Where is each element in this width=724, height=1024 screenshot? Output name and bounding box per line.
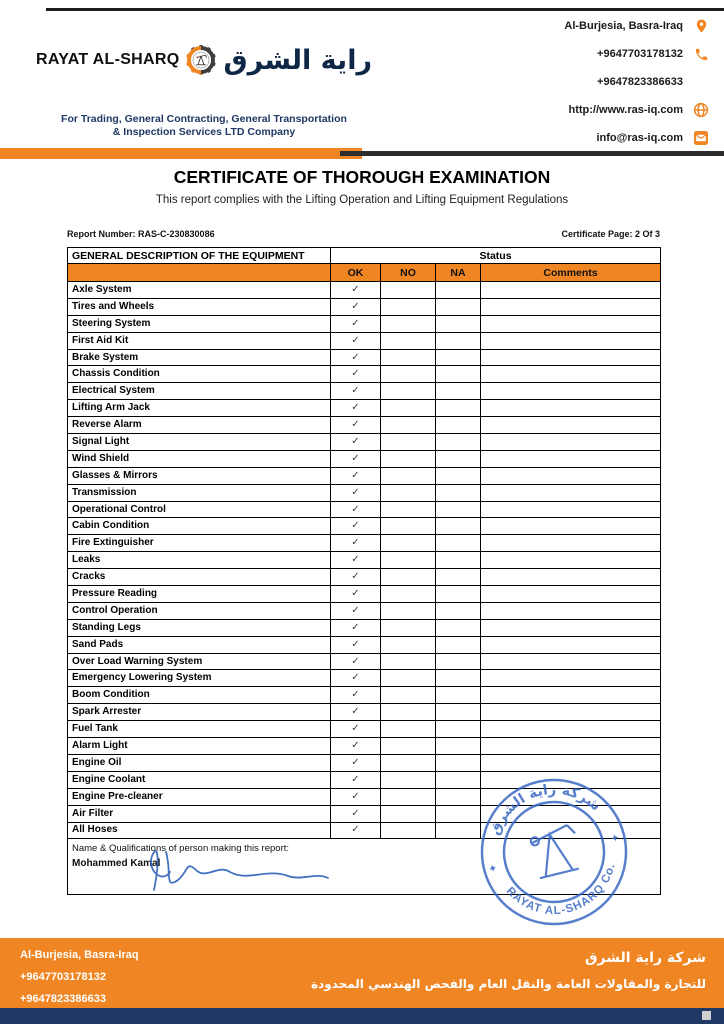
status-cell-comments: [481, 619, 661, 636]
table-row: [68, 383, 661, 400]
footer-navy-bar: [0, 1008, 724, 1024]
status-cell-comments: [481, 366, 661, 383]
stamp-arabic-text: شركة راية الشرق: [486, 781, 604, 838]
status-cell-no: [381, 315, 436, 332]
status-cell-na: [436, 417, 481, 434]
status-cell-comments: [481, 484, 661, 501]
equipment-name: Leaks: [68, 552, 331, 569]
equipment-name: Wind Shield: [68, 450, 331, 467]
status-cell-no: [381, 738, 436, 755]
equipment-name: Spark Arrester: [68, 704, 331, 721]
table-row: [68, 467, 661, 484]
status-cell-comments: [481, 586, 661, 603]
report-number-label: Report Number:: [67, 229, 136, 239]
table-row: [68, 298, 661, 315]
status-cell-ok: ✓: [331, 315, 381, 332]
header-divider: [0, 148, 724, 160]
table-row: [68, 332, 661, 349]
equipment-name: Brake System: [68, 349, 331, 366]
status-cell-na: [436, 670, 481, 687]
status-cell-comments: [481, 569, 661, 586]
equipment-name: Control Operation: [68, 602, 331, 619]
status-cell-na: [436, 704, 481, 721]
status-cell-na: [436, 771, 481, 788]
table-row: [68, 653, 661, 670]
table-row: [68, 704, 661, 721]
equipment-name: Cracks: [68, 569, 331, 586]
table-subheader-empty: [68, 264, 331, 282]
table-subheader-ok: OK: [331, 264, 381, 282]
status-cell-na: [436, 619, 481, 636]
logo-row: [36, 14, 372, 106]
status-cell-comments: [481, 822, 661, 839]
status-cell-na: [436, 282, 481, 299]
report-meta-line: [67, 229, 660, 239]
status-cell-na: [436, 501, 481, 518]
equipment-name: Engine Coolant: [68, 771, 331, 788]
tagline-line1: For Trading, General Contracting, General Transportation: [61, 113, 347, 125]
status-cell-comments: [481, 704, 661, 721]
mail-icon: [692, 129, 710, 147]
status-cell-no: [381, 721, 436, 738]
table-subheader-na: NA: [436, 264, 481, 282]
certificate-page-indicator: Certificate Page: 2 Of 3: [561, 229, 660, 239]
status-cell-no: [381, 282, 436, 299]
status-cell-ok: ✓: [331, 518, 381, 535]
status-cell-na: [436, 332, 481, 349]
company-name-arabic: راية الشرق: [223, 44, 372, 76]
equipment-name: Lifting Arm Jack: [68, 400, 331, 417]
status-cell-comments: [481, 332, 661, 349]
globe-icon: [692, 101, 710, 119]
status-cell-ok: ✓: [331, 771, 381, 788]
status-cell-no: [381, 366, 436, 383]
report-person-label: Name & Qualifications of person making this report:: [72, 843, 290, 855]
status-cell-ok: ✓: [331, 687, 381, 704]
equipment-table: [67, 247, 661, 895]
status-cell-no: [381, 602, 436, 619]
status-cell-na: [436, 586, 481, 603]
status-cell-comments: [481, 349, 661, 366]
equipment-name: First Aid Kit: [68, 332, 331, 349]
equipment-name: Pressure Reading: [68, 586, 331, 603]
status-cell-na: [436, 383, 481, 400]
status-cell-ok: ✓: [331, 586, 381, 603]
status-cell-no: [381, 501, 436, 518]
phone1-text: +9647703178132: [597, 48, 683, 60]
status-cell-comments: [481, 383, 661, 400]
table-row: [68, 754, 661, 771]
status-cell-ok: ✓: [331, 552, 381, 569]
status-cell-na: [436, 434, 481, 451]
equipment-name: Tires and Wheels: [68, 298, 331, 315]
status-cell-ok: ✓: [331, 822, 381, 839]
status-cell-comments: [481, 400, 661, 417]
status-cell-comments: [481, 535, 661, 552]
contact-row-phone2: [564, 68, 710, 96]
status-cell-ok: ✓: [331, 788, 381, 805]
footer-address: Al-Burjesia, Basra-Iraq: [20, 949, 139, 961]
status-cell-na: [436, 518, 481, 535]
contact-row-address: [564, 12, 710, 40]
status-cell-no: [381, 298, 436, 315]
equipment-name: Transmission: [68, 484, 331, 501]
footer-contact-block: [20, 944, 139, 1010]
table-subheader-comments: Comments: [481, 264, 661, 282]
table-subheader-no: NO: [381, 264, 436, 282]
equipment-name: Engine Pre-cleaner: [68, 788, 331, 805]
status-cell-ok: ✓: [331, 282, 381, 299]
status-cell-comments: [481, 501, 661, 518]
table-col-header-status: Status: [331, 248, 661, 264]
table-row: [68, 586, 661, 603]
status-cell-ok: ✓: [331, 670, 381, 687]
status-cell-comments: [481, 315, 661, 332]
status-cell-no: [381, 687, 436, 704]
status-cell-comments: [481, 467, 661, 484]
status-cell-na: [436, 366, 481, 383]
status-cell-na: [436, 467, 481, 484]
status-cell-ok: ✓: [331, 332, 381, 349]
status-cell-comments: [481, 282, 661, 299]
status-cell-comments: [481, 434, 661, 451]
footer-arabic-company: شركة راية الشرق: [585, 950, 706, 966]
status-cell-no: [381, 771, 436, 788]
status-cell-no: [381, 434, 436, 451]
table-row: [68, 484, 661, 501]
gear-logo-icon: [186, 14, 216, 106]
table-row: [68, 636, 661, 653]
status-cell-na: [436, 738, 481, 755]
status-cell-comments: [481, 450, 661, 467]
status-cell-ok: ✓: [331, 450, 381, 467]
status-cell-comments: [481, 788, 661, 805]
status-cell-no: [381, 518, 436, 535]
status-cell-ok: ✓: [331, 704, 381, 721]
status-cell-na: [436, 315, 481, 332]
status-cell-ok: ✓: [331, 653, 381, 670]
equipment-name: Operational Control: [68, 501, 331, 518]
report-person-name: Mohammed Kamal: [72, 858, 161, 870]
report-person-cell: [68, 839, 661, 895]
table-row: [68, 501, 661, 518]
status-cell-comments: [481, 552, 661, 569]
footer-bar: [0, 938, 724, 1008]
table-row: [68, 450, 661, 467]
status-cell-comments: [481, 518, 661, 535]
status-cell-no: [381, 417, 436, 434]
equipment-name: Engine Oil: [68, 754, 331, 771]
status-cell-no: [381, 636, 436, 653]
status-cell-na: [436, 653, 481, 670]
status-cell-no: [381, 586, 436, 603]
status-cell-no: [381, 704, 436, 721]
equipment-name: Alarm Light: [68, 738, 331, 755]
stamp-star-left: ✦: [487, 862, 499, 877]
phone2-text: +9647823386633: [597, 76, 683, 88]
table-row: [68, 822, 661, 839]
report-number-value: RAS-C-230830086: [138, 229, 215, 239]
contact-block: [564, 12, 710, 152]
status-cell-comments: [481, 721, 661, 738]
empty-icon-slot: [692, 73, 710, 91]
table-row: [68, 282, 661, 299]
status-cell-no: [381, 788, 436, 805]
status-cell-na: [436, 754, 481, 771]
equipment-name: Reverse Alarm: [68, 417, 331, 434]
report-person-row: [68, 839, 661, 895]
table-row: [68, 552, 661, 569]
status-cell-ok: ✓: [331, 417, 381, 434]
equipment-name: Chassis Condition: [68, 366, 331, 383]
footer-corner-square: [702, 1011, 711, 1020]
status-cell-ok: ✓: [331, 535, 381, 552]
table-row: [68, 721, 661, 738]
equipment-name: Steering System: [68, 315, 331, 332]
table-row: [68, 602, 661, 619]
status-cell-ok: ✓: [331, 383, 381, 400]
status-cell-comments: [481, 805, 661, 822]
status-cell-comments: [481, 771, 661, 788]
status-cell-comments: [481, 653, 661, 670]
status-cell-no: [381, 450, 436, 467]
table-row: [68, 434, 661, 451]
equipment-name: Electrical System: [68, 383, 331, 400]
status-cell-na: [436, 721, 481, 738]
table-row: [68, 771, 661, 788]
equipment-name: Standing Legs: [68, 619, 331, 636]
status-cell-no: [381, 569, 436, 586]
status-cell-no: [381, 670, 436, 687]
divider-dark-bar: [340, 151, 724, 156]
status-cell-ok: ✓: [331, 400, 381, 417]
email-text: info@ras-iq.com: [596, 132, 683, 144]
equipment-name: Boom Condition: [68, 687, 331, 704]
status-cell-comments: [481, 417, 661, 434]
status-cell-comments: [481, 754, 661, 771]
footer-arabic-tagline: للتجارة والمقاولات العامة والنقل العام والفحص الهندسي المحدودة: [310, 977, 706, 991]
equipment-name: Fuel Tank: [68, 721, 331, 738]
equipment-name: Glasses & Mirrors: [68, 467, 331, 484]
footer-arabic-block: [311, 945, 706, 997]
table-row: [68, 738, 661, 755]
table-row: [68, 315, 661, 332]
status-cell-na: [436, 450, 481, 467]
table-row: [68, 805, 661, 822]
company-logo-block: [36, 14, 372, 139]
equipment-name: Over Load Warning System: [68, 653, 331, 670]
equipment-name: Fire Extinguisher: [68, 535, 331, 552]
stamp-latin-text: RAYAT AL-SHARQ Co.: [503, 861, 618, 918]
contact-row-phone1: [564, 40, 710, 68]
status-cell-no: [381, 332, 436, 349]
equipment-name: Signal Light: [68, 434, 331, 451]
company-tagline: [36, 113, 372, 139]
equipment-name: Cabin Condition: [68, 518, 331, 535]
status-cell-comments: [481, 670, 661, 687]
phone-icon: [692, 45, 710, 63]
status-cell-ok: ✓: [331, 636, 381, 653]
equipment-name: All Hoses: [68, 822, 331, 839]
status-cell-ok: ✓: [331, 721, 381, 738]
status-cell-na: [436, 349, 481, 366]
status-cell-ok: ✓: [331, 366, 381, 383]
status-cell-comments: [481, 298, 661, 315]
divider-orange-bar: [0, 148, 362, 159]
equipment-name: Air Filter: [68, 805, 331, 822]
top-rule: [46, 8, 724, 11]
status-cell-ok: ✓: [331, 501, 381, 518]
table-row: [68, 400, 661, 417]
table-header-row: [68, 248, 661, 264]
status-cell-ok: ✓: [331, 349, 381, 366]
status-cell-comments: [481, 602, 661, 619]
table-row: [68, 535, 661, 552]
status-cell-ok: ✓: [331, 484, 381, 501]
status-cell-comments: [481, 738, 661, 755]
status-cell-no: [381, 484, 436, 501]
table-row: [68, 366, 661, 383]
status-cell-no: [381, 805, 436, 822]
table-subheader-row: [68, 264, 661, 282]
stamp-star-right: ✦: [609, 831, 622, 846]
table-row: [68, 417, 661, 434]
status-cell-na: [436, 602, 481, 619]
status-cell-ok: ✓: [331, 619, 381, 636]
status-cell-comments: [481, 687, 661, 704]
footer-phone2: +9647823386633: [20, 993, 106, 1005]
status-cell-no: [381, 754, 436, 771]
status-cell-ok: ✓: [331, 754, 381, 771]
page-title: CERTIFICATE OF THOROUGH EXAMINATION: [173, 167, 551, 187]
status-cell-no: [381, 535, 436, 552]
status-cell-no: [381, 400, 436, 417]
table-row: [68, 670, 661, 687]
tagline-line2: & Inspection Services LTD Company: [112, 126, 296, 138]
status-cell-ok: ✓: [331, 805, 381, 822]
status-cell-no: [381, 552, 436, 569]
status-cell-ok: ✓: [331, 738, 381, 755]
address-text: Al-Burjesia, Basra-Iraq: [564, 20, 683, 32]
table-row: [68, 569, 661, 586]
status-cell-na: [436, 400, 481, 417]
status-cell-ok: ✓: [331, 602, 381, 619]
table-row: [68, 619, 661, 636]
status-cell-no: [381, 467, 436, 484]
footer-phone1: +9647703178132: [20, 971, 106, 983]
status-cell-ok: ✓: [331, 298, 381, 315]
equipment-name: Sand Pads: [68, 636, 331, 653]
status-cell-na: [436, 552, 481, 569]
status-cell-ok: ✓: [331, 569, 381, 586]
status-cell-no: [381, 349, 436, 366]
contact-row-website: [564, 96, 710, 124]
status-cell-na: [436, 687, 481, 704]
status-cell-na: [436, 788, 481, 805]
table-row: [68, 788, 661, 805]
status-cell-na: [436, 484, 481, 501]
website-text: http://www.ras-iq.com: [568, 104, 683, 116]
table-col-header-description: GENERAL DESCRIPTION OF THE EQUIPMENT: [68, 248, 331, 264]
table-row: [68, 687, 661, 704]
status-cell-no: [381, 822, 436, 839]
status-cell-no: [381, 619, 436, 636]
status-cell-no: [381, 653, 436, 670]
equipment-name: Axle System: [68, 282, 331, 299]
status-cell-comments: [481, 636, 661, 653]
status-cell-na: [436, 535, 481, 552]
equipment-tbody: [68, 282, 661, 839]
page-subtitle: This report complies with the Lifting Operation and Lifting Equipment Regulations: [155, 194, 569, 206]
status-cell-na: [436, 636, 481, 653]
equipment-name: Emergency Lowering System: [68, 670, 331, 687]
status-cell-no: [381, 383, 436, 400]
status-cell-na: [436, 822, 481, 839]
table-row: [68, 518, 661, 535]
company-name-latin: RAYAT AL-SHARQ: [36, 51, 180, 68]
status-cell-na: [436, 298, 481, 315]
status-cell-na: [436, 805, 481, 822]
status-cell-ok: ✓: [331, 434, 381, 451]
report-number: [67, 229, 215, 239]
table-row: [68, 349, 661, 366]
location-pin-icon: [692, 17, 710, 35]
status-cell-ok: ✓: [331, 467, 381, 484]
status-cell-na: [436, 569, 481, 586]
